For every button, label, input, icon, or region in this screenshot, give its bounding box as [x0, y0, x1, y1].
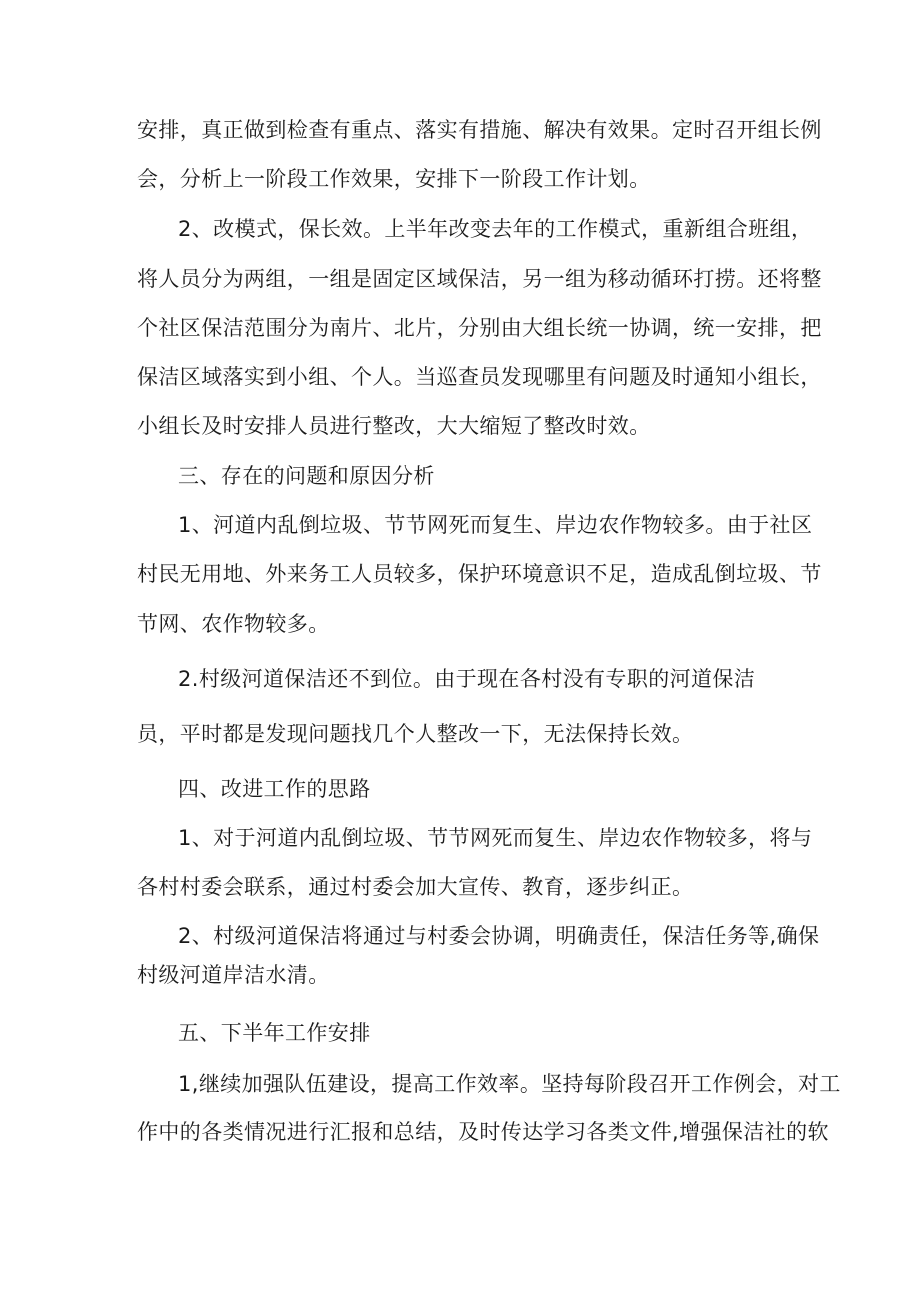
text-line-21: 作中的各类情况进行汇报和总结，及时传达学习各类文件,增强保洁社的软 [137, 1120, 829, 1144]
section-heading-3: 三、存在的问题和原因分析 [178, 464, 435, 488]
text-line-17: 2、村级河道保洁将通过与村委会协调，明确责任，保洁任务等,确保 [178, 924, 820, 948]
text-line-4: 将人员分为两组，一组是固定区域保洁，另一组为移动循环打捞。还将整 [137, 267, 822, 291]
text-line-10: 村民无用地、外来务工人员较多，保护环境意识不足，造成乱倒垃圾、节 [137, 562, 822, 586]
text-line-1: 安排，真正做到检查有重点、落实有措施、解决有效果。定时召开组长例 [137, 118, 822, 142]
section-heading-4: 四、改进工作的思路 [178, 777, 371, 801]
text-line-9: 1、河道内乱倒垃圾、节节网死而复生、岸边农作物较多。由于社区 [178, 513, 813, 537]
text-line-12: 2.村级河道保洁还不到位。由于现在各村没有专职的河道保洁 [178, 667, 756, 691]
text-line-16: 各村村委会联系，通过村委会加大宣传、教育，逐步纠正。 [137, 875, 694, 899]
text-line-5: 个社区保洁范围分为南片、北片，分别由大组长统一协调，统一安排，把 [137, 316, 822, 340]
text-line-7: 小组长及时安排人员进行整改，大大缩短了整改时效。 [137, 414, 651, 438]
text-line-13: 员，平时都是发现问题找几个人整改一下，无法保持长效。 [137, 722, 694, 746]
text-line-18: 村级河道岸洁水清。 [137, 963, 330, 987]
text-line-6: 保洁区域落实到小组、个人。当巡查员发现哪里有问题及时通知小组长， [137, 365, 822, 389]
text-line-20: 1,继续加强队伍建设，提高工作效率。坚持每阶段召开工作例会，对工 [178, 1072, 841, 1096]
text-line-3: 2、改模式，保长效。上半年改变去年的工作模式，重新组合班组， [178, 217, 813, 241]
text-line-15: 1、对于河道内乱倒垃圾、节节网死而复生、岸边农作物较多，将与 [178, 826, 813, 850]
section-heading-5: 五、下半年工作安排 [178, 1021, 371, 1045]
text-line-2: 会，分析上一阶段工作效果，安排下一阶段工作计划。 [137, 167, 651, 191]
text-line-11: 节网、农作物较多。 [137, 612, 330, 636]
